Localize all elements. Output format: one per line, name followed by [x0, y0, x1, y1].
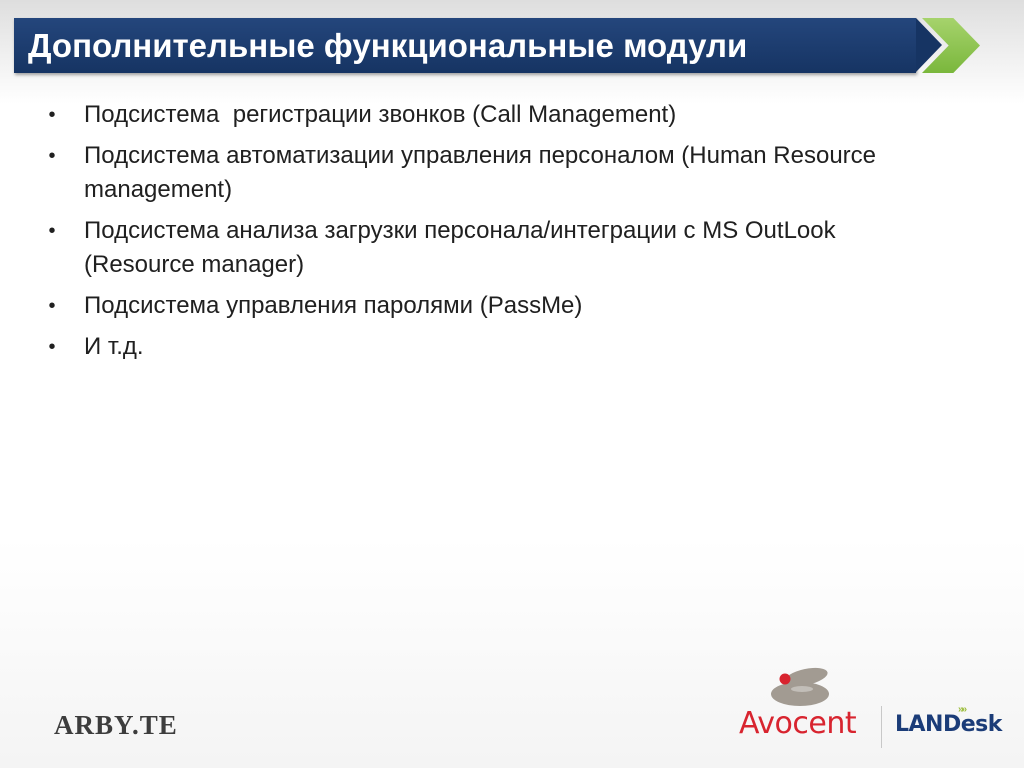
- landesk-logo: LANDesk: [895, 712, 1002, 737]
- arbyte-logo: ARBY.TE: [54, 710, 178, 740]
- bullet-marker: •: [48, 145, 56, 167]
- bullet-marker: •: [48, 295, 56, 317]
- avocent-mark-icon: [769, 667, 831, 707]
- bullet-text: Подсистема регистрации звонков (Call Management): [84, 101, 677, 128]
- bullet-text: Подсистема управления паролями (PassMe): [84, 292, 583, 319]
- title-bar: [14, 18, 916, 73]
- list-item: [44, 289, 944, 323]
- slide-title: Дополнительные функциональные модули: [28, 27, 748, 64]
- bullet-text: И т.д.: [84, 333, 144, 360]
- bullet-marker: •: [48, 220, 56, 242]
- bullet-text: Подсистема автоматизации управления персоналом (Human Resource management): [84, 142, 883, 203]
- list-item: [44, 98, 944, 132]
- landesk-chevrons-icon: »»: [958, 704, 966, 715]
- bullet-list: [44, 98, 944, 364]
- bullet-marker: •: [48, 104, 56, 126]
- bullet-marker: •: [48, 336, 56, 358]
- slide-content: [44, 98, 944, 371]
- bullet-text: Подсистема анализа загрузки персонала/интеграции с MS OutLook (Resource manager): [84, 217, 843, 278]
- list-item: [44, 139, 944, 207]
- logo-divider: [881, 706, 882, 748]
- list-item: [44, 330, 944, 364]
- list-item: [44, 214, 944, 282]
- avocent-logo: Avocent: [739, 706, 857, 741]
